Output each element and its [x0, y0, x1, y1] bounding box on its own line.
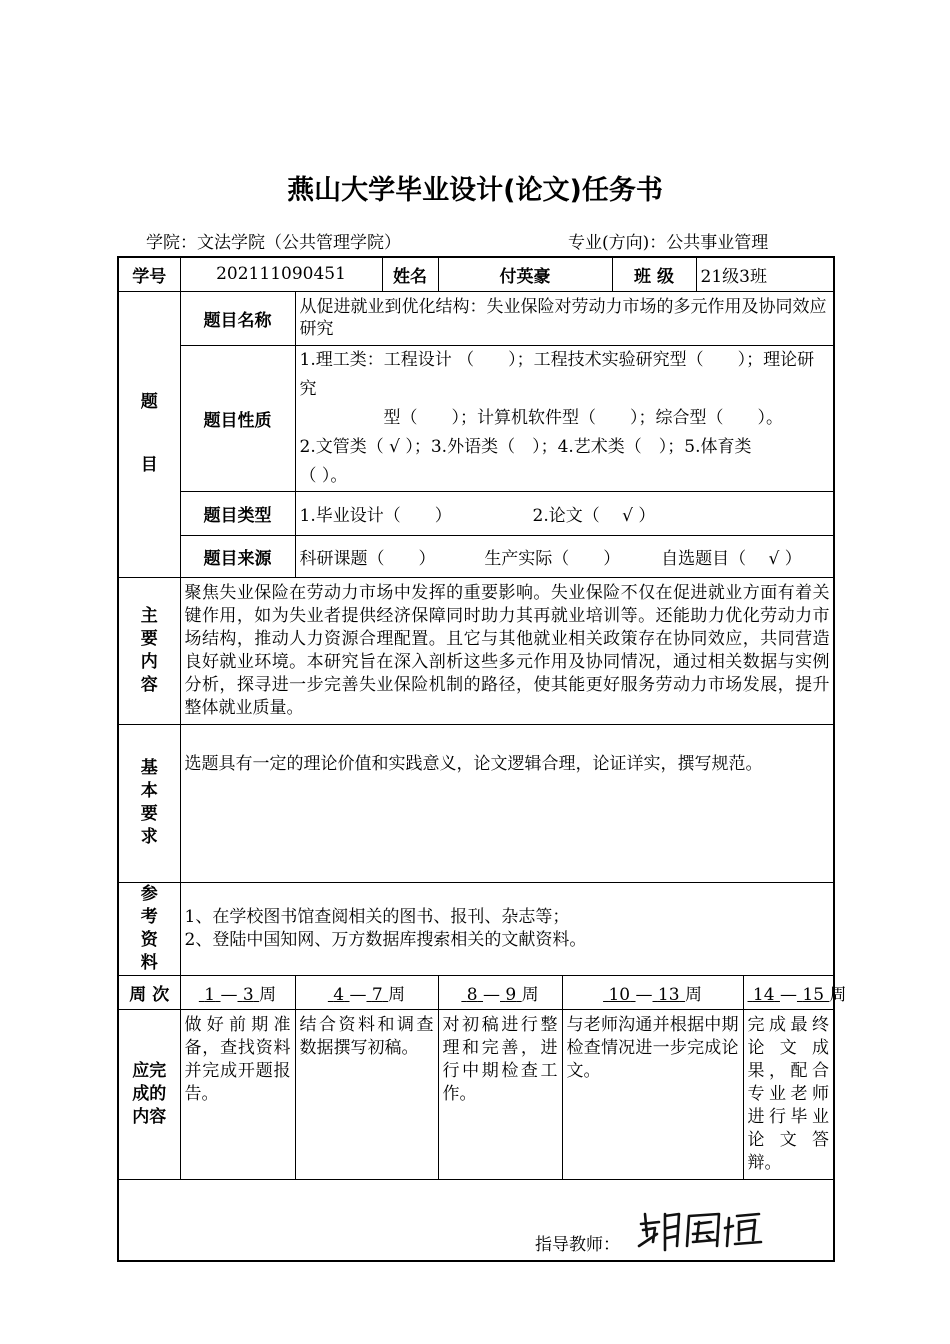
signature-cell [118, 1179, 834, 1261]
week-dash: — [483, 984, 501, 1005]
main-content-label: 主要内容 [118, 577, 180, 724]
week-dash: — [779, 984, 797, 1005]
week-unit: 周 [684, 984, 702, 1005]
topic-type-label: 题目类型 [180, 491, 295, 535]
task-cell: 对初稿进行整理和完善，进行中期检查工作。 [438, 1009, 562, 1179]
topic-source-row [118, 535, 834, 577]
week-row [118, 975, 834, 1009]
week-from: 4 [333, 984, 345, 1005]
type-option-thesis: 2.论文（ √ ） [532, 505, 656, 526]
references-label: 参考资料 [118, 882, 180, 975]
requirements-text: 选题具有一定的理论价值和实践意义，论文逻辑合理，论证详实，撰写规范。 [180, 724, 834, 882]
week-unit: 周 [259, 984, 277, 1005]
topic-name-value: 从促进就业到优化结构：失业保险对劳动力市场的多元作用及协同效应研究 [295, 291, 834, 345]
student-name-label: 姓名 [382, 257, 438, 291]
topic-name-row [118, 291, 834, 345]
nature-line-4: （ ）。 [299, 465, 348, 486]
reference-item: 2、登陆中国知网、万方数据库搜索相关的文献资料。 [184, 929, 587, 950]
nature-line-2: 型（ ）；计算机软件型（ ）；综合型（ ）。 [383, 407, 783, 428]
topic-nature-label: 题目性质 [180, 345, 295, 491]
task-table [117, 256, 847, 1262]
topic-type-value [295, 491, 834, 535]
topic-source-label: 题目来源 [180, 535, 295, 577]
week-unit: 周 [521, 984, 539, 1005]
tasks-label: 应完成的内容 [118, 1009, 180, 1179]
references-list [180, 882, 834, 975]
class-value: 21级3班 [696, 257, 834, 291]
tasks-row [118, 1009, 834, 1179]
week-range-3 [438, 975, 562, 1009]
source-option-production: 生产实际（ ） [484, 548, 621, 569]
week-dash: — [635, 984, 653, 1005]
week-to: 13 [657, 984, 680, 1005]
week-range-1 [180, 975, 295, 1009]
references-row [118, 882, 834, 975]
week-unit: 周 [829, 984, 847, 1005]
topic-name-label: 题目名称 [180, 291, 295, 345]
task-cell: 与老师沟通并根据中期检查情况进一步完成论文。 [562, 1009, 743, 1179]
topic-nature-value [295, 345, 834, 491]
week-dash: — [220, 984, 238, 1005]
requirements-row [118, 724, 834, 882]
requirements-label: 基本要求 [118, 724, 180, 882]
student-name-value: 付英豪 [438, 257, 612, 291]
week-from: 8 [466, 984, 478, 1005]
task-cell: 完成最终论文成果，配合专业老师进行毕业论文答辩。 [743, 1009, 834, 1179]
source-option-self: 自选题目（ √ ） [661, 548, 802, 569]
college-field: 学院：文法学院（公共管理学院） [146, 233, 401, 253]
week-range-2 [295, 975, 438, 1009]
week-from: 1 [204, 984, 216, 1005]
week-to: 3 [242, 984, 254, 1005]
week-to: 9 [505, 984, 517, 1005]
topic-nature-row [118, 345, 834, 491]
student-info-row [118, 257, 834, 291]
main-content-row [118, 577, 834, 724]
task-cell: 结合资料和调查数据撰写初稿。 [295, 1009, 438, 1179]
student-id-label: 学号 [118, 257, 180, 291]
week-from: 10 [608, 984, 631, 1005]
nature-line-1: 1.理工类：工程设计 （ ）；工程技术实验研究型（ ）；理论研究 [299, 349, 815, 399]
class-label: 班 级 [612, 257, 696, 291]
nature-line-3: 2.文管类（ √ ）；3.外语类（ ）；4.艺术类（ ）；5.体育类 [299, 436, 752, 457]
type-option-design: 1.毕业设计（ ） [299, 505, 452, 526]
week-dash: — [349, 984, 367, 1005]
student-id-value: 202111090451 [180, 257, 382, 291]
week-from: 14 [752, 984, 775, 1005]
topic-source-value [295, 535, 834, 577]
week-to: 15 [802, 984, 825, 1005]
week-label: 周 次 [118, 975, 180, 1009]
week-range-4 [562, 975, 743, 1009]
document-title: 燕山大学毕业设计(论文)任务书 [287, 175, 663, 206]
week-unit: 周 [388, 984, 406, 1005]
signature-row [118, 1179, 834, 1261]
advisor-signature [635, 1206, 765, 1254]
source-option-research: 科研课题（ ） [299, 548, 436, 569]
week-to: 7 [371, 984, 383, 1005]
major-field: 专业(方向)：公共事业管理 [568, 233, 769, 253]
topic-section-char-2: 目 [140, 455, 158, 475]
topic-section-char-1: 题 [140, 392, 158, 412]
task-cell: 做好前期准备，查找资料并完成开题报告。 [180, 1009, 295, 1179]
main-content-text: 聚焦失业保险在劳动力市场中发挥的重要影响。失业保险不仅在促进就业方面有着关键作用，如为失业者提供经济保障同时助力其再就业培训等。还能助力优化劳动力市场结构，推动人力资源合理配置。且它与其他就业相关政策存在协同效应，共同营造良好就业环境。本研究旨在深入剖析这些多元作用及协同情况，通过相关数据与实例分析，探寻进一步完善失业保险机制的路径，使其能更好服务劳动力市场发展，提升整体就业质量。 [180, 577, 834, 724]
topic-section-label [118, 291, 180, 577]
reference-item: 1、在学校图书馆查阅相关的图书、报刊、杂志等； [184, 906, 570, 927]
week-range-5 [743, 975, 847, 1009]
topic-type-row [118, 491, 834, 535]
advisor-label: 指导教师： [535, 1234, 620, 1255]
